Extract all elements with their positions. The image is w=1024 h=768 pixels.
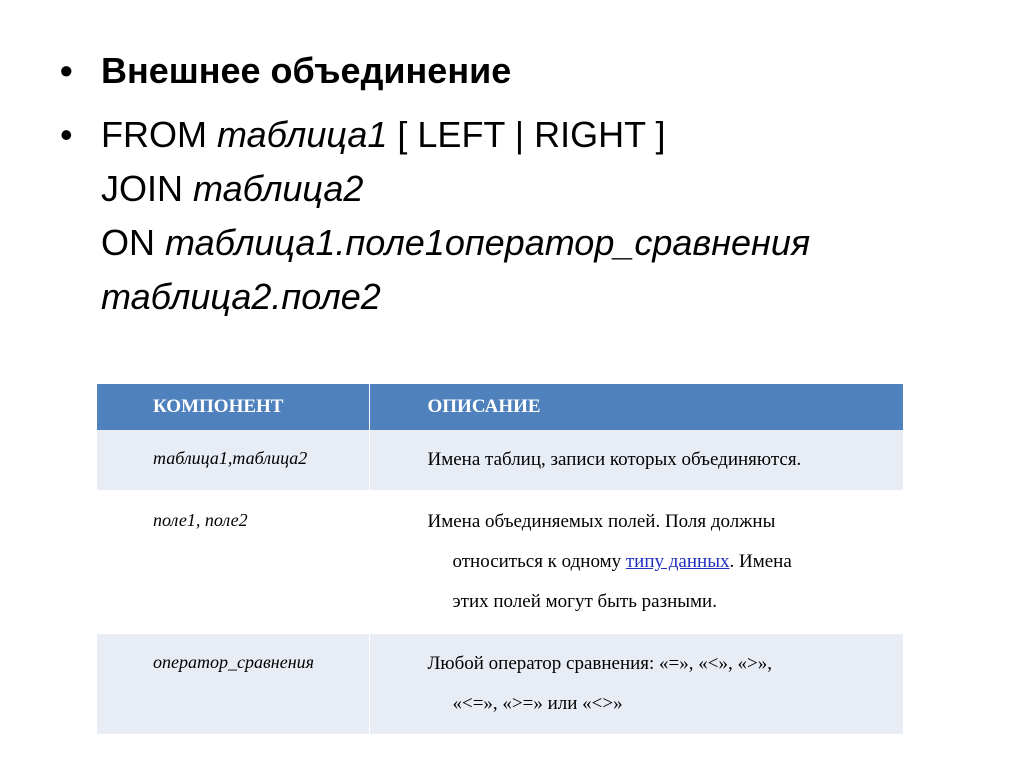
row-component: оператор_сравнения: [97, 633, 369, 735]
syntax-line-from: FROM таблица1 [ LEFT | RIGHT ]: [101, 114, 666, 155]
table-header-row: [97, 384, 903, 430]
header-component: КОМПОНЕНТ: [97, 384, 369, 430]
syntax-line-field2: таблица2.поле2: [101, 276, 381, 317]
row-description: Имена объединяемых полей. Поля должны относиться к одному типу данных. Имена этих полей могут быть разными.: [369, 491, 903, 633]
header-description: ОПИСАНИЕ: [369, 384, 903, 430]
row-component: таблица1,таблица2: [97, 430, 369, 491]
row-description: Имена таблиц, записи которых объединяются.: [369, 430, 903, 491]
slide-content: [60, 48, 960, 324]
table-row: [97, 633, 903, 735]
syntax-line-join: JOIN таблица2: [101, 168, 364, 209]
bullet-dot: •: [60, 114, 73, 155]
row-component: поле1, поле2: [97, 491, 369, 633]
table-row: [97, 491, 903, 633]
components-table: [97, 384, 903, 736]
bullet-dot: •: [60, 50, 73, 91]
table-row: [97, 430, 903, 491]
bullet-syntax: [60, 108, 960, 324]
bullet-outer-join: [60, 48, 960, 94]
bullet-title: Внешнее объединение: [101, 50, 512, 91]
syntax-line-on: ON таблица1.поле1оператор_сравнения: [101, 222, 811, 263]
row-description: Любой оператор сравнения: «=», «<», «>», «<=», «>=» или «<>»: [369, 633, 903, 735]
data-types-link[interactable]: типу данных: [625, 551, 730, 572]
